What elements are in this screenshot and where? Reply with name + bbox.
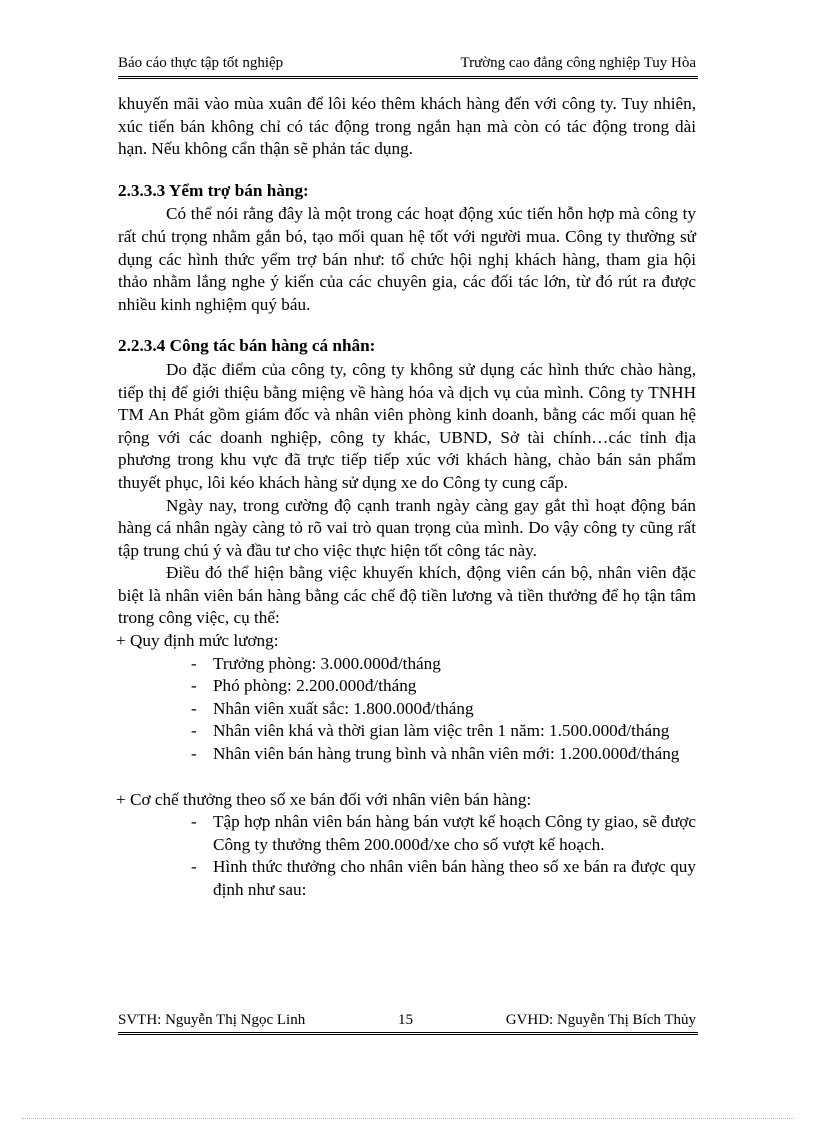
list-item: - Nhân viên bán hàng trung bình và nhân viên mới: 1.200.000đ/tháng (213, 743, 696, 766)
page-header (118, 50, 698, 79)
personal-selling-paragraph-1: Do đặc điểm của công ty, công ty không sử dụng các hình thức chào hàng, tiếp thị để giới thiệu bằng miệng về hàng hóa và dịch vụ của mình. Công ty TNHH TM An Phát gồm giám đốc và nhân viên phòng kinh doanh, bằng các mối quan hệ rộng với các doanh nghiệp, công ty khác, UBND, Sở tài chính…các tỉnh địa phương trong khu vực đã trực tiếp tiếp xúc với khách hàng, chào bán sản phẩm thuyết phục, lôi kéo khách hàng sử dụng xe do Công ty cung cấp. (118, 359, 696, 492)
list-item: - Nhân viên xuất sắc: 1.800.000đ/tháng (213, 698, 696, 721)
personal-selling-paragraph-3: Điều đó thể hiện bằng việc khuyến khích, động viên cán bộ, nhân viên đặc biệt là nhân viên bán hàng bằng các chế độ tiền lương và tiền thưởng để họ tận tâm trong công việc, cụ thể: (118, 563, 696, 628)
bonus-list (118, 811, 696, 901)
list-item: - Trưởng phòng: 3.000.000đ/tháng (213, 653, 696, 676)
salary-list (118, 653, 696, 766)
footer-advisor: GVHD: Nguyễn Thị Bích Thủy (505, 1012, 696, 1028)
sales-support-paragraph: Có thể nói rằng đây là một trong các hoạt động xúc tiến hỗn hợp mà công ty rất chú trọng nhằm gắn bó, tạo mối quan hệ tốt với người mua. Công ty thường sử dụng các hình thức yểm trợ bán như: tổ chức hội nghị khách hàng, tham gia hội thảo nhằm lắng nghe ý kiến của các chuyên gia, các đối tác lớn, từ đó rút ra được nhiều kinh nghiệm quý báu. (118, 204, 696, 314)
header-school-name: Trường cao đẳng công nghiệp Tuy Hòa (460, 55, 696, 71)
list-item: - Phó phòng: 2.200.000đ/tháng (213, 675, 696, 698)
section-heading-sales-support: 2.3.3.3 Yểm trợ bán hàng: (118, 180, 309, 200)
footer-student: SVTH: Nguyễn Thị Ngọc Linh (118, 1012, 306, 1028)
page-bottom-border (22, 1118, 794, 1119)
header-report-title: Báo cáo thực tập tốt nghiệp (118, 55, 284, 71)
list-item: - Tập hợp nhân viên bán hàng bán vượt kế hoạch Công ty giao, sẽ được Công ty thưởng thêm 200.000đ/xe cho số vượt kế hoạch. (213, 811, 696, 856)
document-body (118, 93, 696, 902)
page-number: 15 (398, 1012, 413, 1028)
blank-line (118, 766, 696, 789)
personal-selling-paragraph-2: Ngày nay, trong cường độ cạnh tranh ngày càng gay gắt thì hoạt động bán hàng cá nhân ngày càng tỏ rõ vai trò quan trọng của mình. Do vậy công ty cũng rất tập trung chú ý và đầu tư cho việc thực hiện tốt công tác này. (118, 495, 696, 560)
salary-list-title: + Quy định mức lương: (116, 631, 279, 651)
section-heading-personal-selling: 2.2.3.4 Công tác bán hàng cá nhân: (118, 336, 376, 356)
bonus-list-title: + Cơ chế thưởng theo số xe bán đối với nhân viên bán hàng: (116, 789, 532, 809)
page-footer (118, 1010, 698, 1035)
intro-paragraph: khuyến mãi vào mùa xuân để lôi kéo thêm khách hàng đến với công ty. Tuy nhiên, xúc tiến bán không chỉ có tác động trong ngắn hạn mà còn có tác động trong dài hạn. Nếu không cẩn thận sẽ phản tác dụng. (118, 94, 696, 159)
list-item: - Hình thức thưởng cho nhân viên bán hàng theo số xe bán ra được quy định như sau: (213, 856, 696, 901)
list-item: - Nhân viên khá và thời gian làm việc trên 1 năm: 1.500.000đ/tháng (213, 720, 696, 743)
